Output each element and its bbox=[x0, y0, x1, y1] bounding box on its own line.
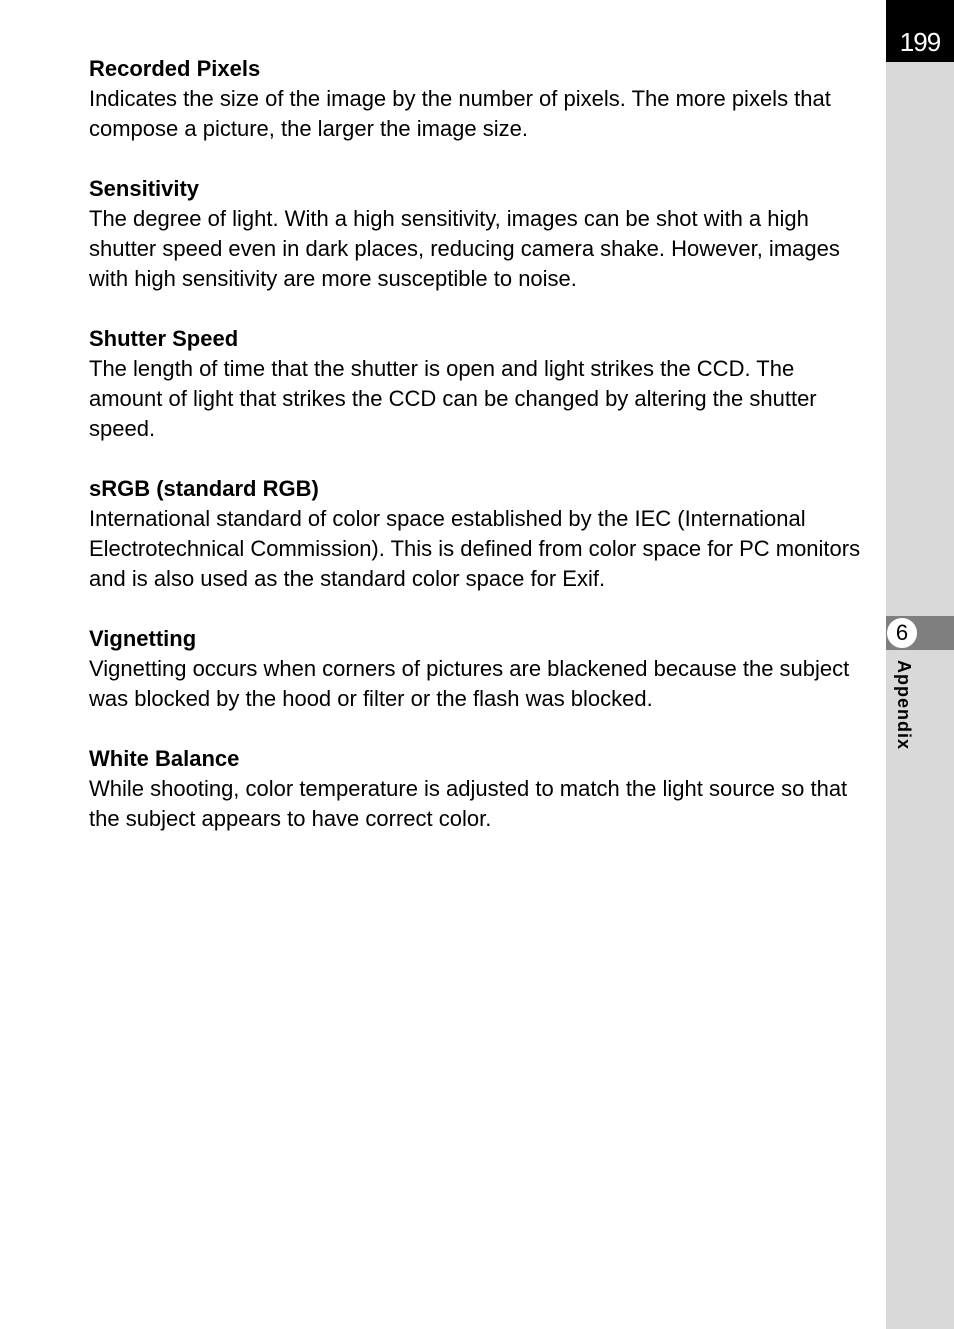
glossary-definition: Vignetting occurs when corners of pictures are blackened because the subject was blocked by the hood or filter or the flash was blocked. bbox=[89, 656, 850, 711]
glossary-entry-recorded-pixels bbox=[89, 54, 869, 144]
glossary-definition: The degree of light. With a high sensitivity, images can be shot with a high shutter speed even in dark places, reducing camera shake. However, images with high sensitivity are more susceptible to noise. bbox=[89, 206, 840, 291]
glossary-term: sRGB (standard RGB) bbox=[89, 476, 319, 501]
glossary-definition: International standard of color space established by the IEC (International Electrotechnical Commission). This is defined from color space for PC monitors and is also used as the standard color space for Exif. bbox=[89, 506, 861, 591]
page-number: 199 bbox=[886, 0, 954, 62]
glossary-definition: Indicates the size of the image by the number of pixels. The more pixels that compose a picture, the larger the image size. bbox=[89, 86, 831, 141]
glossary-definition: The length of time that the shutter is open and light strikes the CCD. The amount of light that strikes the CCD can be changed by altering the shutter speed. bbox=[89, 356, 817, 441]
glossary-entry-sensitivity bbox=[89, 174, 869, 294]
chapter-label: Appendix bbox=[894, 660, 914, 751]
glossary-term: Vignetting bbox=[89, 626, 197, 651]
glossary-content bbox=[89, 54, 869, 864]
glossary-definition: While shooting, color temperature is adjusted to match the light source so that the subject appears to have correct color. bbox=[89, 776, 848, 831]
glossary-term: Sensitivity bbox=[89, 176, 200, 201]
glossary-entry-white-balance bbox=[89, 744, 869, 834]
glossary-term: Shutter Speed bbox=[89, 326, 239, 351]
glossary-term: Recorded Pixels bbox=[89, 56, 261, 81]
glossary-term: White Balance bbox=[89, 746, 240, 771]
glossary-entry-srgb bbox=[89, 474, 869, 594]
glossary-entry-shutter-speed bbox=[89, 324, 869, 444]
chapter-number: 6 bbox=[886, 617, 918, 649]
glossary-entry-vignetting bbox=[89, 624, 869, 714]
